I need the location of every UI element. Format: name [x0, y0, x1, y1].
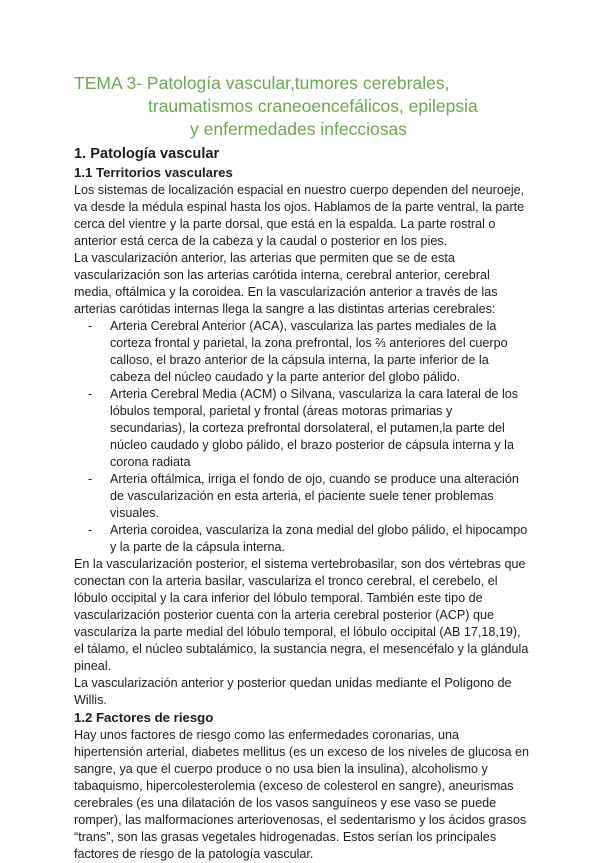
paragraph-localizacion: Los sistemas de localización espacial en nuestro cuerpo dependen del neuroeje, va desde la médula espinal hasta los ojos. Hablamos de la parte ventral, la parte cerca del vientre y la parte dorsal, que está en la espalda. La parte rostral o anterior está cerca de la cabeza y la caudal o posterior en los pies.: [74, 183, 525, 248]
subsection-heading-1-2: 1.2 Factores de riesgo: [74, 710, 214, 725]
document-title: [74, 72, 574, 141]
list-item: [74, 318, 530, 386]
list-dash: -: [88, 319, 93, 333]
list-item: [74, 386, 530, 471]
list-dash: -: [88, 472, 93, 486]
title-line-3: y enfermedades infecciosas: [190, 119, 407, 139]
paragraph-poligono-willis: La vascularización anterior y posterior quedan unidas mediante el Polígono de Willis.: [74, 676, 512, 707]
title-line-1: TEMA 3- Patología vascular,tumores cerebrales,: [74, 73, 450, 93]
list-item: [74, 471, 530, 522]
list-item-text: Arteria Cerebral Anterior (ACA), vasculariza las partes mediales de la corteza frontal y parietal, la zona prefrontal, los ⅔ anteriores del cuerpo calloso, el brazo anterior de la cápsula interna, la parte inferior de la cabeza del núcleo caudado y la parte anterior del globo pálido.: [110, 319, 508, 384]
paragraph-vascularizacion-posterior: En la vascularización posterior, el sistema vertebrobasilar, son dos vértebras que conectan con la arteria basilar, vasculariza el tronco cerebral, el cerebelo, el lóbulo occipital y la cara inferior del lóbulo temporal. También este tipo de vascularización posterior cuenta con la arteria cerebral posterior (ACP) que vasculariza la parte medial del lóbulo temporal, el lóbulo occipital (AB 17,18,19), el tálamo, el núcleo subtalámico, la sustancia negra, el mesencéfalo y la glándula pineal.: [74, 557, 529, 673]
paragraph-factores-riesgo: Hay unos factores de riesgo como las enfermedades coronarias, una hipertensión arterial, diabetes mellitus (es un exceso de los niveles de glucosa en sangre, ya que el cuerpo produce o no usa bien la insulina), alcoholismo y tabaquismo, hipercolesterolemia (exceso de colesterol en sangre), aneurismas cerebrales (es una dilatación de los vasos sanguíneos y ese vaso se puede romper), las malformaciones arteriovenosas, el sedentarismo y los ácidos grasos “trans”, son las grasas vegetales hidrogenadas. Estos serían los principales factores de riesgo de la patología vascular.: [74, 728, 530, 861]
list-dash: -: [88, 523, 93, 537]
section-heading-1: 1. Patología vascular: [74, 146, 220, 162]
list-item-text: Arteria coroidea, vasculariza la zona medial del globo pálido, el hipocampo y la parte de la cápsula interna.: [110, 523, 528, 554]
list-dash: -: [88, 387, 93, 401]
list-item-text: Arteria Cerebral Media (ACM) o Silvana, vasculariza la cara lateral de los lóbulos temporal, parietal y frontal (áreas motoras primarias y secundarias), la corteza prefrontal dorsolateral, el putamen,la parte del núcleo caudado y globo pálido, el brazo posterior de cápsula interna y la corona radiata: [110, 387, 519, 469]
list-item-text: Arteria oftálmica, irriga el fondo de ojo, cuando se produce una alteración de vascularización en esta arteria, el paciente suele tener problemas visuales.: [110, 472, 519, 520]
subsection-heading-1-1: 1.1 Territorios vasculares: [74, 165, 233, 180]
list-item: [74, 522, 530, 556]
title-line-2: traumatismos craneoencefálicos, epilepsia: [148, 96, 478, 116]
paragraph-vascularizacion-anterior: La vascularización anterior, las arterias que permiten que se de esta vascularización son las arterias carótida interna, cerebral anterior, cerebral media, oftálmica y la coroidea. En la vascularización anterior a través de las arterias carótidas internas llega la sangre a las distintas arterias cerebrales:: [74, 251, 498, 316]
document-body: [74, 145, 530, 863]
arteries-list: [74, 318, 530, 556]
